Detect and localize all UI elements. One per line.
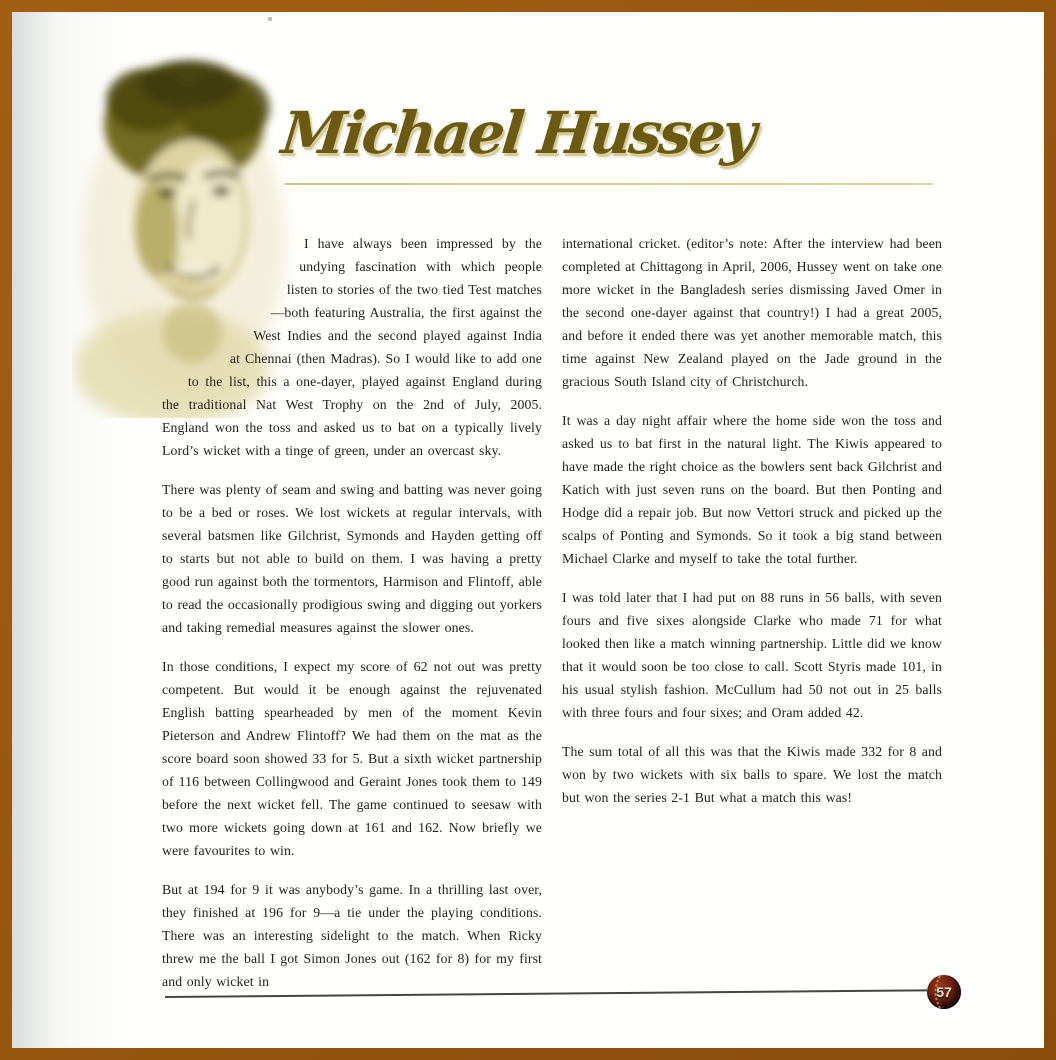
paragraph: It was a day night affair where the home side won the toss and asked us to bat first in the natural light. The Kiwis appeared to have made the right choice as the bowlers sent back Gilchrist and Katich with just seven runs on the board. But then Ponting and Hodge did a repair job. But now Vettori struck and picked up the scalps of Ponting and Symonds. So it took a big stand between Michael Clarke and myself to take the total further.	[562, 413, 942, 566]
paragraph: In those conditions, I expect my score of 62 not out was pretty competent. But would it be enough against the rejuvenated English batting spearheaded by men of the moment Kevin Pieterson and Andrew Flintoff? We had them on the mat as the score board soon showed 33 for 5. But a sixth wicket partnership of 116 between Collingwood and Geraint Jones took them to 149 before the next wicket fell. The game continued to seesaw with two more wickets going down at 161 and 162. Now briefly we were favourites to win.	[162, 659, 542, 858]
page-number-badge	[927, 975, 961, 1009]
paragraph: I have always been impressed by the undying fascination with which people listen to stories of the two tied Test matches—both featuring Australia, the first against the West Indies and the second played against India at Chennai (then Madras). So I would like to add one to the list, this a one-dayer, played against England during the traditional Nat West Trophy on the 2nd of July, 2005. England won the toss and asked us to bat on a typically lively Lord’s wicket with a tinge of green, under an overcast sky.	[162, 236, 542, 458]
title-underline	[285, 183, 933, 185]
column-right	[562, 232, 942, 825]
column-left	[162, 232, 542, 1009]
page-title: Michael Hussey	[278, 99, 757, 167]
paragraph: There was plenty of seam and swing and batting was never going to be a bed or roses. We lost wickets at regular intervals, with several batsmen like Gilchrist, Symonds and Hayden getting off to starts but not able to build on them. I was having a pretty good run against both the tormentors, Harmison and Flintoff, able to read the occasionally prodigious swing and digging out yorkers and taking remedial measures against the slower ones.	[162, 482, 542, 635]
page	[12, 12, 1044, 1048]
page-number: 57	[936, 984, 952, 1000]
paragraph: The sum total of all this was that the Kiwis made 332 for 8 and won by two wickets with six balls to spare. We lost the match but won the series 2-1 But what a match this was!	[562, 744, 942, 805]
scan-speck	[268, 17, 272, 21]
paragraph: But at 194 for 9 it was anybody’s game. In a thrilling last over, they finished at 196 for 9—a tie under the playing conditions. There was an interesting sidelight to the match. When Ricky threw me the ball I got Simon Jones out (162 for 8) for my first and only wicket in	[162, 882, 542, 989]
paragraph: international cricket. (editor’s note: After the interview had been completed at Chittagong in April, 2006, Hussey went on take one more wicket in the Bangladesh series dismissing Javed Omer in the second one-dayer against that country!) I had a great 2005, and before it ended there was yet another memorable match, this time against New Zealand played on the Jade ground in the gracious South Island city of Christchurch.	[562, 236, 942, 389]
paragraph: I was told later that I had put on 88 runs in 56 balls, with seven fours and five sixes alongside Clarke who made 71 for what looked then like a match winning partnership. Little did we know that it would soon be too close to call. Scott Styris made 101, in his usual stylish fashion. McCullum had 50 not out in 25 balls with three fours and four sixes; and Oram added 42.	[562, 590, 942, 720]
